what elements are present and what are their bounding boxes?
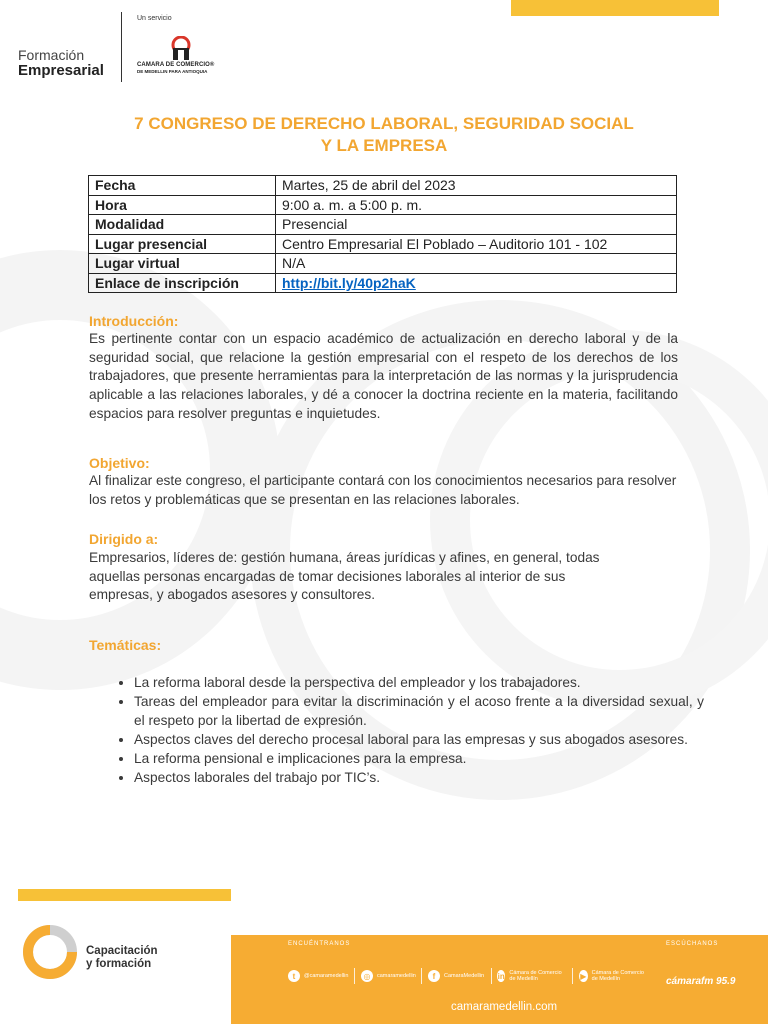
table-row (89, 254, 677, 274)
twitter-icon: t (288, 970, 300, 982)
objective-heading: Objetivo: (89, 455, 150, 471)
audience-line2: aquellas personas encargadas de tomar decisiones laborales al interior de sus (89, 568, 566, 584)
row-key: Fecha (89, 176, 276, 196)
youtube-icon: ▶ (580, 971, 587, 981)
intro-heading: Introducción: (89, 313, 179, 329)
footer-brand-line1: Capacitación (86, 945, 158, 957)
capacitacion-ring-icon (22, 924, 78, 980)
title-line2: Y LA EMPRESA (320, 136, 448, 155)
social-divider (421, 968, 422, 984)
topics-list (108, 673, 704, 787)
instagram-icon: ◎ (361, 970, 373, 982)
social-label: Cámara de Comercio de Medellín (591, 970, 644, 982)
table-row (89, 195, 677, 215)
facebook-icon: f (428, 970, 440, 982)
list-item: • Aspectos laborales del trabajo por TIC’s. (134, 768, 704, 787)
service-label: Un servicio (137, 15, 172, 22)
list-item: • Aspectos claves del derecho procesal laboral para las empresas y sus abogados asesores. (134, 730, 704, 749)
social-label: camaramedellin (377, 973, 416, 979)
footer-brand (86, 945, 158, 971)
intro-text: Es pertinente contar con un espacio académico de actualización en derecho laboral y de la seguridad social, que relacione la gestión empresarial con el respeto de los derechos de los trabajadores, que presente herramientas para la interpretación de las normas y la jurisprudencia aplicable a las relaciones laborales, y dé a conocer la doctrina reciente en la materia, facilitando espacios para resolver preguntas e inquietudes. (89, 331, 678, 421)
social-divider (354, 968, 355, 984)
table-row (89, 234, 677, 254)
audience-line3: empresas, y abogados asesores y consultores. (89, 587, 376, 603)
objective-text: Al finalizar este congreso, el participante contará con los conocimientos necesarios para resolver los retos y problemáticas que se presentan en las relaciones laborales. (89, 473, 677, 507)
find-us-label: ENCUÉNTRANOS (288, 941, 351, 947)
table-row (89, 273, 677, 293)
registration-link[interactable]: http://bit.ly/40p2haK (282, 274, 416, 291)
row-value: Presencial (276, 215, 677, 235)
social-divider (491, 968, 492, 984)
linkedin-icon: in (497, 971, 505, 981)
list-item: • Tareas del empleador para evitar la discriminación y el acoso frente a la diversidad sexual, y el respeto por la libertad de expresión. (134, 692, 704, 730)
row-key: Lugar presencial (89, 234, 276, 254)
row-value: Martes, 25 de abril del 2023 (276, 176, 677, 196)
social-label: Cámara de Comercio de Medellín (509, 970, 562, 982)
event-info-table (88, 175, 677, 293)
row-key: Modalidad (89, 215, 276, 235)
social-label: @camaramedellin (304, 973, 349, 979)
row-value: Centro Empresarial El Poblado – Auditorio 101 - 102 (276, 234, 677, 254)
row-key: Hora (89, 195, 276, 215)
page-title (90, 113, 678, 157)
social-instagram[interactable] (361, 970, 416, 982)
audience-text (89, 549, 678, 605)
social-label: CamaraMedellin (444, 973, 485, 979)
title-line1: 7 CONGRESO DE DERECHO LABORAL, SEGURIDAD SOCIAL (134, 114, 634, 133)
row-key: Enlace de inscripción (89, 273, 276, 293)
social-facebook[interactable] (428, 970, 484, 982)
topics-heading: Temáticas: (89, 637, 162, 653)
social-linkedin[interactable] (497, 970, 567, 982)
audience-heading: Dirigido a: (89, 531, 159, 547)
brand-line1: Formación (18, 47, 85, 63)
table-row (89, 176, 677, 196)
formacion-empresarial-logo (18, 48, 104, 78)
website-link[interactable]: camaramedellin.com (451, 1001, 558, 1013)
radio-station[interactable]: cámarafm 95.9 (666, 976, 736, 987)
audience-line1: Empresarios, líderes de: gestión humana, áreas jurídicas y afines, en general, todas (89, 550, 600, 565)
logo-divider (121, 12, 122, 82)
footer-brand-line2: y formación (86, 958, 152, 970)
top-accent-bar (511, 0, 719, 16)
list-item: • La reforma laboral desde la perspectiva del empleador y los trabajadores. (134, 673, 704, 692)
row-value (276, 273, 677, 293)
brand-line2: Empresarial (18, 61, 104, 79)
camara-subtitle: DE MEDELLIN PARA ANTIOQUIA (137, 69, 208, 74)
listen-label: ESCÚCHANOS (666, 941, 719, 947)
footer-accent-line (18, 889, 231, 901)
row-value: N/A (276, 254, 677, 274)
table-row (89, 215, 677, 235)
list-item: • La reforma pensional e implicaciones para la empresa. (134, 749, 704, 768)
social-twitter[interactable] (288, 970, 348, 982)
social-divider (572, 968, 573, 984)
camara-name: CAMARA DE COMERCIO® (137, 62, 215, 68)
row-key: Lugar virtual (89, 254, 276, 274)
row-value: 9:00 a. m. a 5:00 p. m. (276, 195, 677, 215)
camara-logo-icon (137, 36, 197, 62)
social-youtube[interactable] (579, 970, 651, 982)
